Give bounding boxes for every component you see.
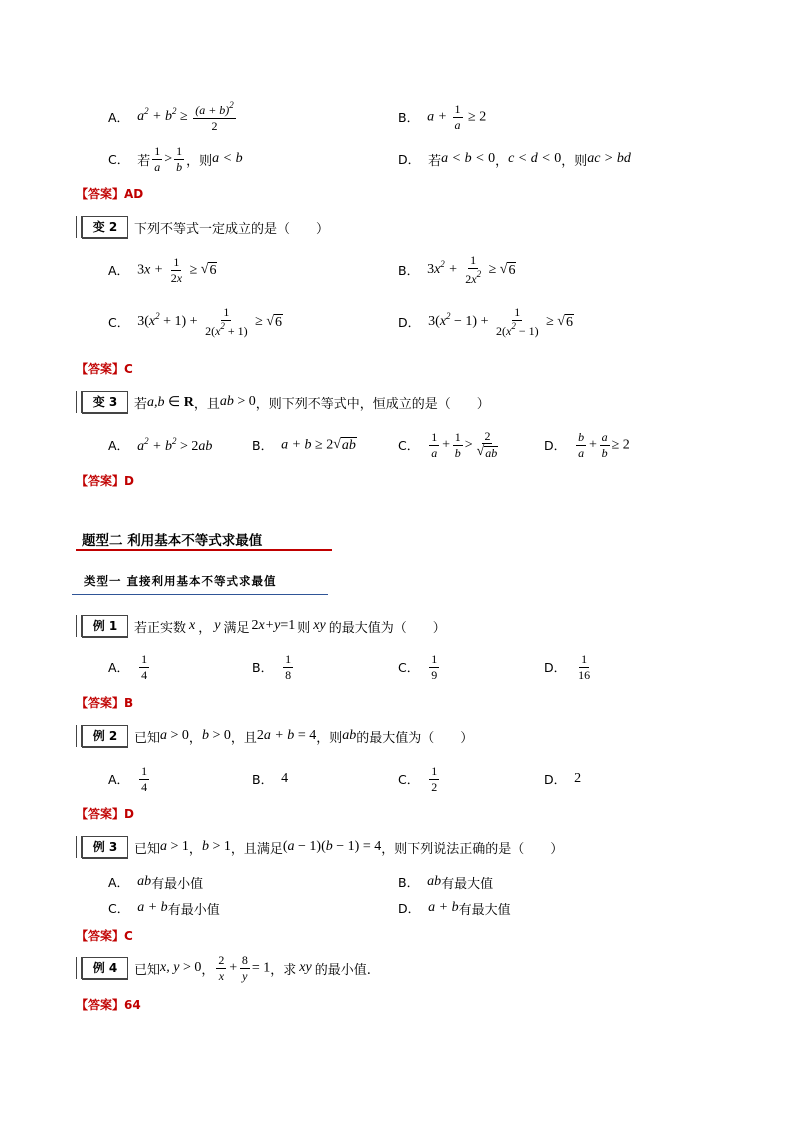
option-d [398,142,631,176]
subsection-title: 类型一 直接利用基本不等式求最值 [84,574,277,588]
badge-label: 例 4 [82,957,128,980]
option-label: C． [398,660,420,675]
option-b [398,872,493,892]
answer-value: C [124,362,133,376]
text: ，且 [193,396,220,412]
text: 已知 [134,841,161,857]
formula: $a^2 + b^2 > 2ab$ [137,435,213,454]
text: ， [201,962,215,978]
formula: ab > 0 [219,394,256,409]
option-b [252,428,357,462]
option-label: D． [544,772,567,787]
option-d [544,426,630,464]
formula: $\frac{1}{a}$ + $\frac{1}{b}$ > 2 √ ab [431,428,498,460]
formula: b > 0 [201,728,231,743]
text: ，且 [230,730,257,746]
formula: $\frac{1}{8}$ [285,651,292,682]
formula: xy [299,960,312,975]
answer-label: 【答案】 [76,474,125,488]
option-label: C． [398,772,420,787]
option-value: 2 [574,771,582,786]
formula: ab [137,874,152,889]
text: ， [188,841,202,857]
formula: ab [342,728,357,743]
option-label: C． [108,152,130,167]
formula: $\frac{1}{a}$ > $\frac{1}{b}$ [154,143,183,174]
option-c [108,302,283,342]
answer [76,185,143,202]
option-label: A． [108,110,130,125]
formula: 2x+y=1 [251,618,296,633]
question-text [134,725,473,747]
text: 有最小值 [151,876,204,892]
formula: ab [427,874,442,889]
text: ，则下列不等式中，恒成立的是（ ） [255,396,490,412]
text: 有最小值 [167,902,220,918]
question-badge [76,216,128,238]
option-label: B． [252,660,274,675]
answer-value: B [124,696,134,710]
option-a [108,762,151,796]
text: 的最小值. [314,962,371,978]
answer [76,472,134,489]
formula: $3(x^2 + 1)$ + $\frac{1}{2(x^2 + 1)}$ ≥ √ 6 [137,305,283,338]
formula: a,b ∈ R [147,394,194,410]
option-c [108,898,220,918]
option-c [398,426,502,464]
formula: 3x + $\frac{1}{2x}$ ≥ √ 6 [137,254,217,285]
option-label: B． [252,438,274,453]
option-label: D． [398,901,421,916]
formula: xy [313,618,326,633]
option-label: D． [398,152,421,167]
option-label: A． [108,772,130,787]
question-badge [76,725,128,747]
option-label: B． [398,875,420,890]
badge-label: 例 2 [82,725,128,748]
formula: b > 1 [201,839,231,854]
formula: a < b < 0 [441,151,496,166]
text: 的最大值为（ ） [356,730,474,746]
text: 有最大值 [458,902,511,918]
question-text [134,615,446,637]
question-badge [76,836,128,858]
option-d [398,302,574,342]
badge-label: 例 3 [82,836,128,859]
text: 已知 [134,962,161,978]
answer [76,360,133,377]
formula: $a^2 + b^2$ ≥ $\frac{(a + b)^2}{2}$ [137,100,234,133]
question-text: 下列不等式一定成立的是（ ） [134,222,330,237]
formula: a < b [212,151,243,166]
answer-label: 【答案】 [76,187,125,201]
option-label: C． [108,901,130,916]
formula: $\frac{1}{9}$ [431,651,438,682]
formula: $\frac{2}{x}$ + $\frac{8}{y}$ = 1 [218,952,271,983]
formula: $\frac{1}{4}$ [141,763,148,794]
badge-label: 变 3 [82,391,128,414]
option-b [252,650,295,684]
formula: a + b [137,900,168,915]
option-label: A． [108,660,130,675]
formula: a + $\frac{1}{a}$ ≥ 2 [427,101,487,132]
formula: $3(x^2 - 1)$ + $\frac{1}{2(x^2 - 1)}$ ≥ √ 6 [428,305,573,338]
formula: x [189,618,196,633]
option-a [108,650,151,684]
answer-label: 【答案】 [76,998,125,1012]
question-text [134,951,371,985]
option-a [108,253,217,287]
answer-label: 【答案】 [76,696,125,710]
text: ，则下列说法正确的是（ ） [381,841,564,857]
section-title: 题型二 利用基本不等式求最值 [82,533,263,549]
option-c [398,650,441,684]
text: 有最大值 [441,876,494,892]
answer-value: 64 [124,998,141,1012]
text: ，求 [270,962,297,978]
text: ， [188,730,202,746]
option-d [544,762,581,796]
formula: $3x^2$ + $\frac{1}{2x^2}$ ≥ √ 6 [427,253,516,286]
text: ， [198,620,212,636]
answer-label: 【答案】 [76,362,125,376]
answer [76,996,141,1013]
option-label: B． [398,263,420,278]
question-text [134,836,563,858]
text: ，则 [186,153,213,169]
option-d [544,650,594,684]
option-label: C． [398,438,420,453]
option-a [108,428,212,462]
formula: a + b [428,900,459,915]
formula: a > 1 [160,839,189,854]
option-label: D． [544,660,567,675]
option-c [108,142,243,176]
badge-label: 变 2 [82,216,128,239]
formula: $\frac{b}{a}$ + $\frac{a}{b}$ ≥ 2 [578,429,630,460]
answer [76,694,133,711]
answer-label: 【答案】 [76,929,125,943]
question-text [134,391,490,413]
text: ， [495,153,509,169]
text: 的最大值为（ ） [328,620,446,636]
answer-value: D [124,474,134,488]
formula: ac > bd [587,151,631,166]
answer-value: AD [124,187,144,201]
formula: $\frac{1}{16}$ [578,651,591,682]
text: 若正实数 [134,620,187,636]
option-c [398,762,441,796]
answer-label: 【答案】 [76,807,125,821]
subsection-underline [72,594,328,595]
formula: 2a + b = 4 [256,728,317,743]
option-label: A． [108,875,130,890]
answer [76,805,134,822]
question-badge [76,615,128,637]
text: 若 [137,153,151,169]
text: ，则 [561,153,588,169]
option-b [398,253,516,287]
formula: y [214,618,221,633]
option-label: C． [108,315,130,330]
formula: a > 0 [160,728,189,743]
formula: x, y > 0 [160,960,202,975]
text: 若 [428,153,442,169]
formula: $\frac{1}{4}$ [141,651,148,682]
answer [76,927,133,944]
formula: c < d < 0 [508,151,562,166]
option-label: A． [108,263,130,278]
option-d [398,898,511,918]
text: ，则 [316,730,343,746]
question-badge [76,391,128,413]
text: ，且满足 [230,841,283,857]
option-b [252,762,288,796]
option-b [398,100,486,134]
text: 满足 [223,620,250,636]
option-label: D． [398,315,421,330]
option-label: D． [544,438,567,453]
text: 已知 [134,730,161,746]
formula: $\frac{1}{2}$ [431,763,438,794]
formula: (a − 1)(b − 1) = 4 [282,839,382,854]
answer-value: C [124,929,133,943]
option-a [108,100,238,134]
option-label: B． [252,772,274,787]
text: 若 [134,396,148,412]
option-label: B． [398,110,420,125]
option-label: A． [108,438,130,453]
question-badge [76,957,128,979]
option-value: 4 [281,771,289,786]
formula: a + b ≥ 2 √ ab [281,437,356,453]
text: 则 [297,620,311,636]
answer-value: D [124,807,134,821]
section-title-underline [76,549,332,551]
badge-label: 例 1 [82,615,128,638]
option-a [108,872,203,892]
